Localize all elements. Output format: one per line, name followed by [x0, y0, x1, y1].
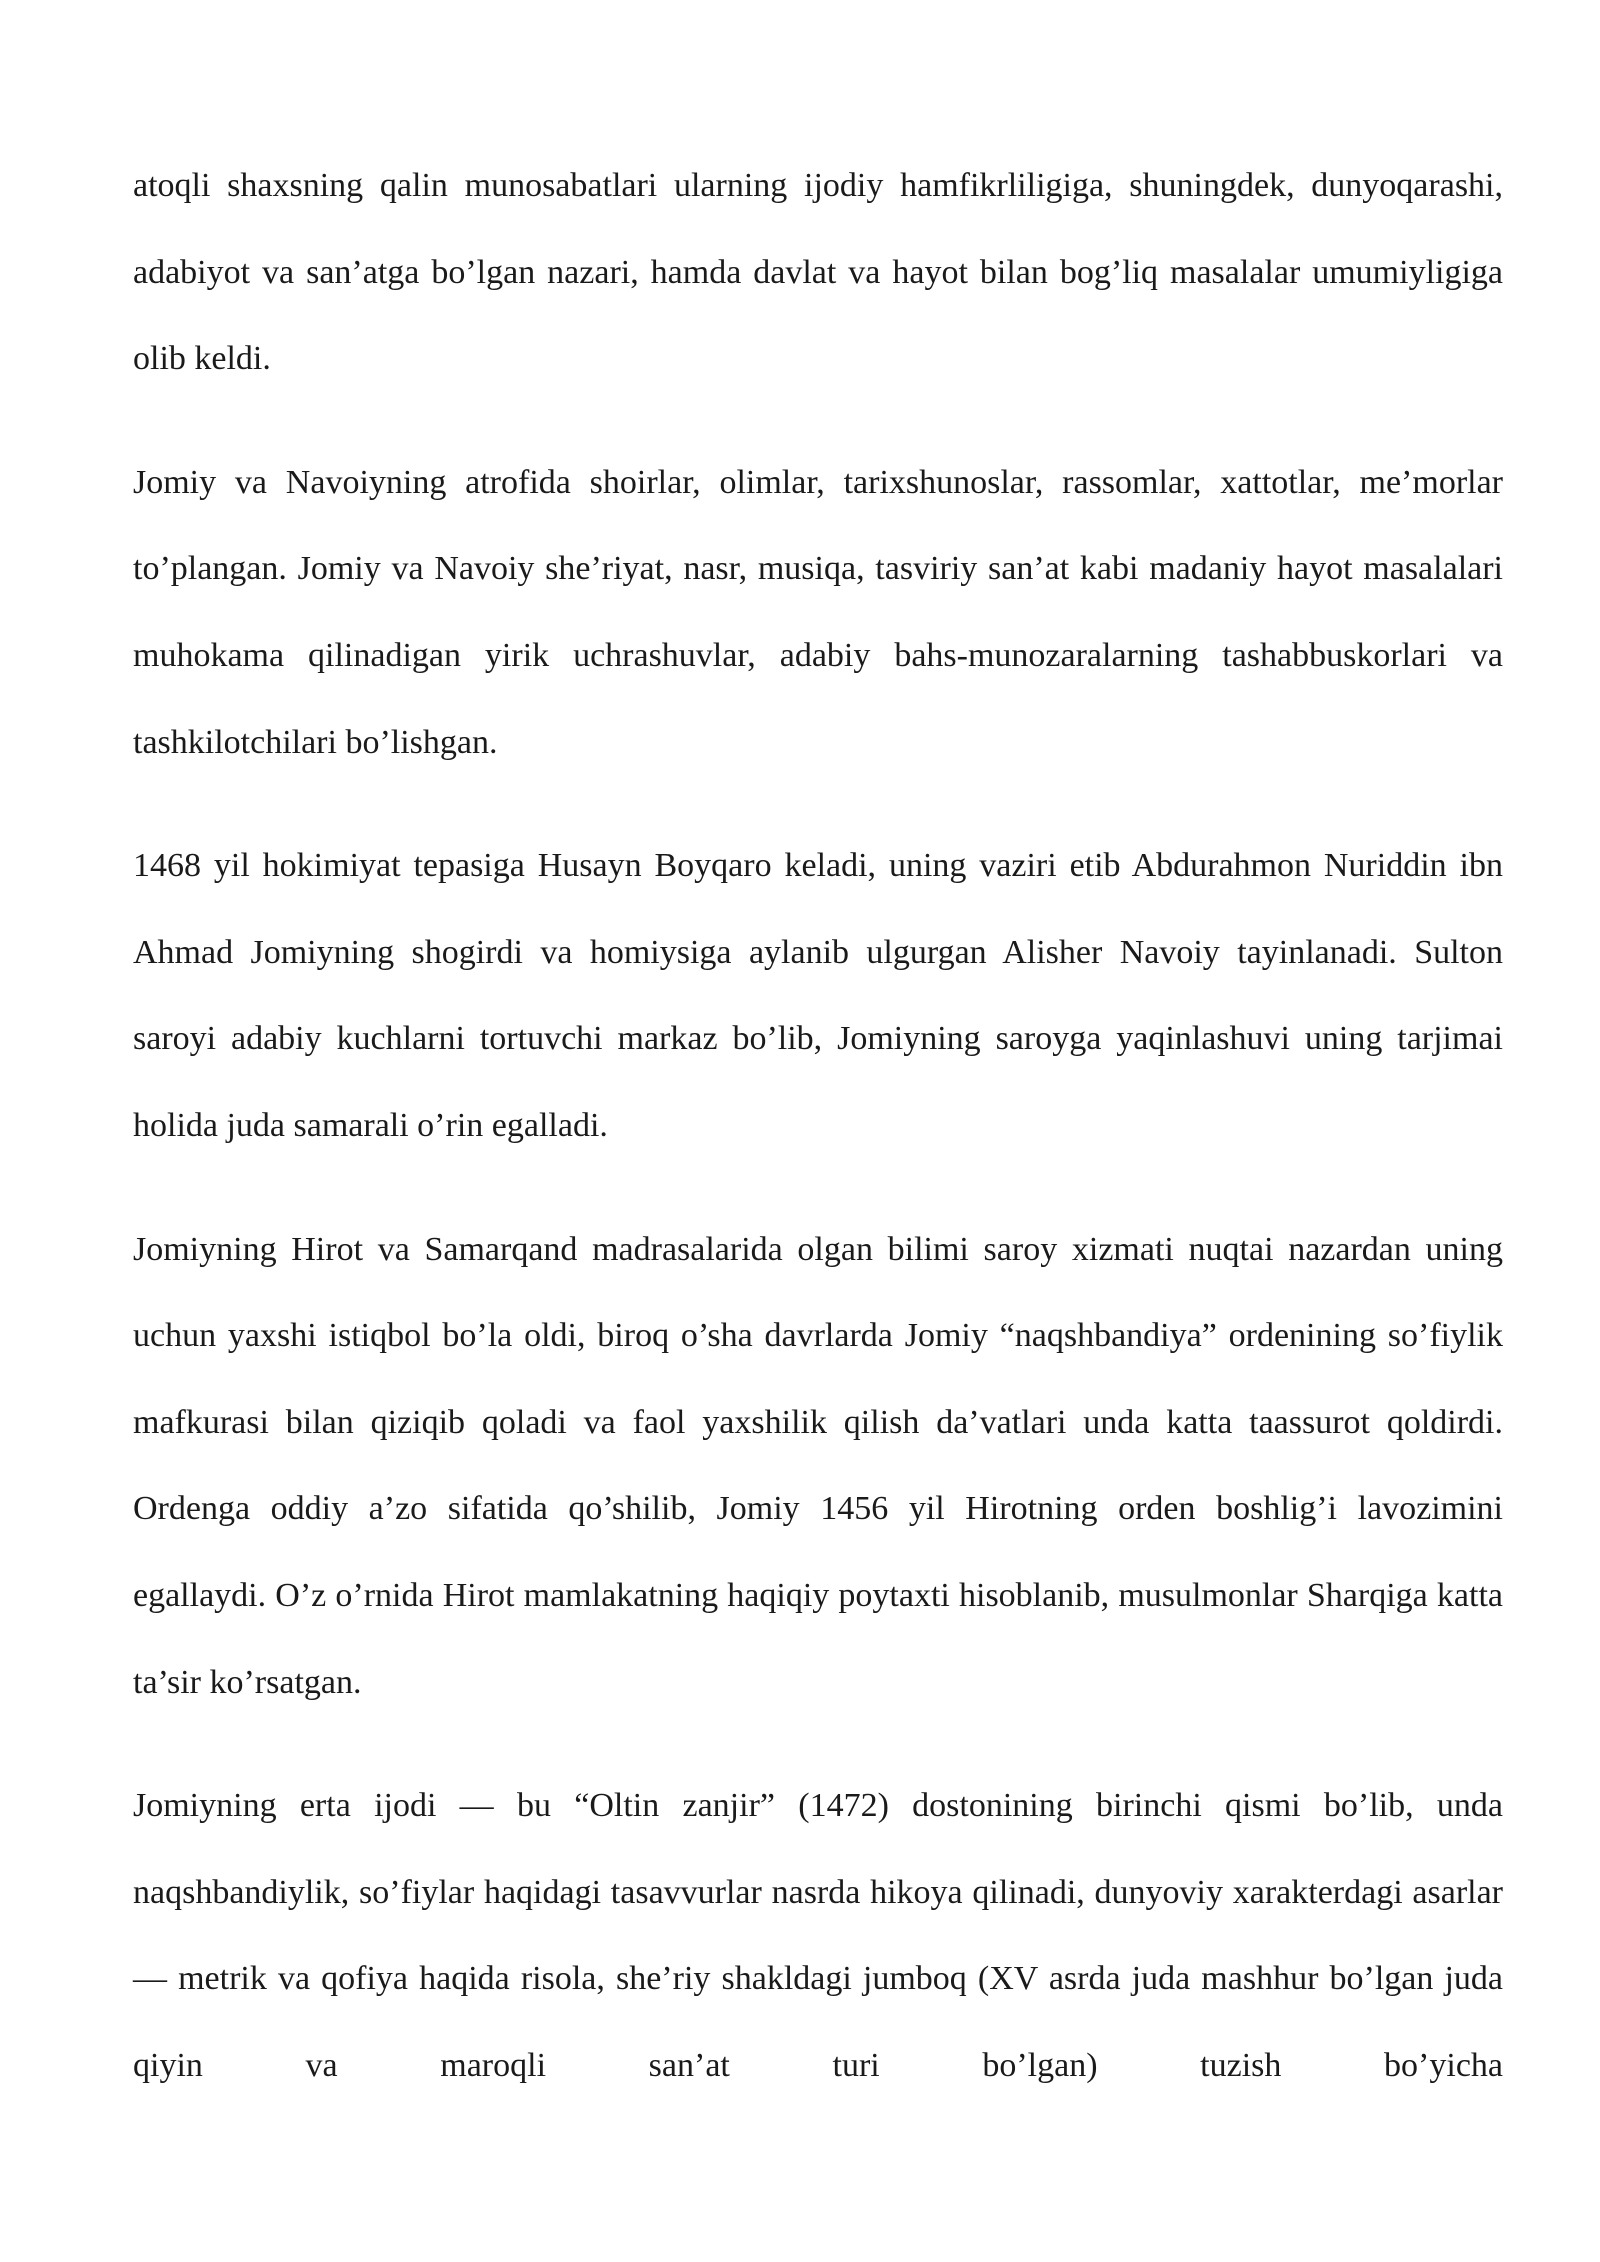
body-text — [133, 143, 1503, 2109]
paragraph-4: Jomiyning Hirot va Samarqand madrasalarida olgan bilimi saroy xizmati nuqtai nazardan uning uchun yaxshi istiqbol bo’la oldi, biroq o’sha davrlarda Jomiy “naqshbandiya” ordenining so’fiylik mafkurasi bilan qiziqib qoladi va faol yaxshilik qilish da’vatlari unda katta taassurot qoldirdi. Ordenga oddiy a’zo sifatida qo’shilib, Jomiy 1456 yil Hirotning orden boshlig’i lavozimini egallaydi. O’z o’rnida Hirot mamlakatning haqiqiy poytaxti hisoblanib, musulmonlar Sharqiga katta ta’sir ko’rsatgan. — [133, 1230, 1503, 1701]
paragraph-2: Jomiy va Navoiyning atrofida shoirlar, olimlar, tarixshunoslar, rassomlar, xattotlar, me’morlar to’plangan. Jomiy va Navoiy she’riyat, nasr, musiqa, tasviriy san’at kabi madaniy hayot masalalari muhokama qilinadigan yirik uchrashuvlar, adabiy bahs-munozaralarning tashabbuskorlari va tashkilotchilari bo’lishgan. — [133, 463, 1503, 761]
paragraph-3: 1468 yil hokimiyat tepasiga Husayn Boyqaro keladi, uning vaziri etib Abdurahmon Nuriddin ibn Ahmad Jomiyning shogirdi va homiysiga aylanib ulgurgan Alisher Navoiy tayinlanadi. Sulton saroyi adabiy kuchlarni tortuvchi markaz bo’lib, Jomiyning saroyga yaqinlashuvi uning tarjimai holida juda samarali o’rin egalladi. — [133, 847, 1503, 1144]
paragraph-5: Jomiyning erta ijodi — bu “Oltin zanjir” (1472) dostonining birinchi qismi bo’lib, unda naqshbandiylik, so’fiylar haqidagi tasavvurlar nasrda hikoya qilinadi, dunyoviy xarakterdagi asarlar — metrik va qofiya haqida risola, she’riy shakldagi jumboq (XV asrda juda mashhur bo’lgan juda qiyin va maroqli san’at turi bo’lgan) tuzish bo’yicha — [133, 1787, 1503, 2084]
paragraph-1: atoqli shaxsning qalin munosabatlari ularning ijodiy hamfikrliligiga, shuningdek, dunyoqarashi, adabiyot va san’atga bo’lgan nazari, hamda davlat va hayot bilan bog’liq masalalar umumiyligiga olib keldi. — [133, 167, 1503, 378]
